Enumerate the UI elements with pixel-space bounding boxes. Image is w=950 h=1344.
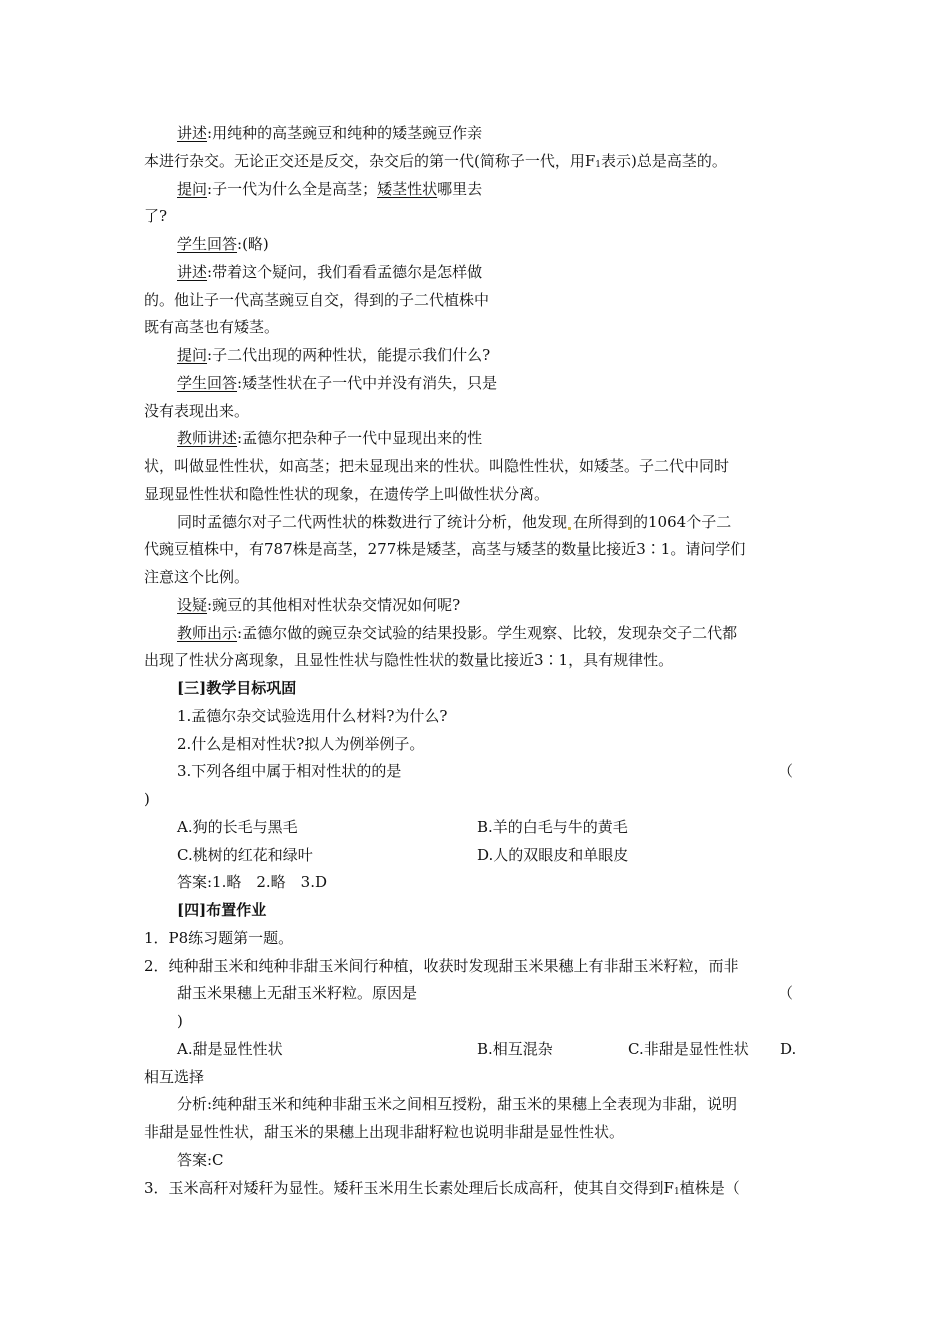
para-student-answer-2-line-1: 学生回答:矮茎性状在子一代中并没有消失，只是 <box>177 374 498 392</box>
answer-paren-open: （ <box>778 984 794 1002</box>
para-lecture-2-line-2: 的。他让子一代高茎豌豆自交，得到的子二代植株中 <box>144 291 490 309</box>
para-lecture-1-line-1: 讲述:用纯种的高茎豌豆和纯种的矮茎豌豆作亲 <box>177 124 483 142</box>
homework-2-line-2: 甜玉米果穗上无甜玉米籽粒。原因是 <box>177 984 418 1002</box>
para-student-answer-2-line-2: 没有表现出来。 <box>144 402 250 420</box>
label-lecture: 讲述 <box>177 263 208 281</box>
label-student-answer: 学生回答 <box>177 235 238 253</box>
label-student-answer: 学生回答 <box>177 374 238 392</box>
label-lecture: 讲述 <box>177 124 208 142</box>
section-heading-4: [四]布置作业 <box>177 901 267 919</box>
homework-1: 1．P8练习题第一题。 <box>144 929 294 947</box>
para-question-1-line-1: 提问:子一代为什么全是高茎；矮茎性状哪里去 <box>177 180 483 198</box>
stray-mark <box>568 527 571 530</box>
label-teacher-lecture: 教师讲述 <box>177 429 238 447</box>
exercise-q3: 3.下列各组中属于相对性状的的是 <box>177 762 402 780</box>
para-teacher-show-line-2: 出现了性状分离现象，且显性性状与隐性性状的数量比接近3∶1，具有规律性。 <box>144 651 674 669</box>
answer-paren-close: ) <box>177 1012 183 1030</box>
answer-paren-open: （ <box>778 762 794 780</box>
q3-option-d: D.人的双眼皮和单眼皮 <box>477 846 629 864</box>
hw2-option-d-text: 相互选择 <box>144 1068 205 1086</box>
label-question: 提问 <box>177 180 208 198</box>
exercise-q1: 1.孟德尔杂交试验选用什么材料?为什么? <box>177 707 448 725</box>
q3-option-c: C.桃树的红花和绿叶 <box>177 846 313 864</box>
q3-option-a: A.狗的长毛与黑毛 <box>177 818 298 836</box>
label-doubt: 设疑 <box>177 596 208 614</box>
exercise-q2: 2.什么是相对性状?拟人为例举例子。 <box>177 735 425 753</box>
underlined-term: 矮茎性状 <box>377 180 438 198</box>
para-statistics-line-2: 代豌豆植株中，有787株是高茎，277株是矮茎，高茎与矮茎的数量比接近3∶1。请问学们 <box>144 540 746 558</box>
para-student-answer-1: 学生回答:(略) <box>177 235 269 253</box>
label-question: 提问 <box>177 346 208 364</box>
answers-2: 答案:C <box>177 1151 224 1169</box>
label-teacher-show: 教师出示 <box>177 624 238 642</box>
para-statistics-line-3: 注意这个比例。 <box>144 568 250 586</box>
para-teacher-lecture-line-1: 教师讲述:孟德尔把杂种子一代中显现出来的性 <box>177 429 483 447</box>
para-statistics-line-1: 同时孟德尔对子二代两性状的株数进行了统计分析，他发现 在所得到的1064个子二 <box>177 513 732 531</box>
hw2-option-d-prefix: D. <box>780 1040 797 1058</box>
para-teacher-lecture-line-2: 状，叫做显性性状，如高茎；把未显现出来的性状。叫隐性性状，如矮茎。子二代中同时 <box>144 457 730 475</box>
hw2-option-a: A.甜是显性性状 <box>177 1040 283 1058</box>
homework-3-line-1: 3．玉米高秆对矮秆为显性。矮秆玉米用生长素处理后长成高秆，使其自交得到$F_1$植株是（ <box>144 1179 740 1197</box>
para-lecture-2-line-1: 讲述:带着这个疑问，我们看看孟德尔是怎样做 <box>177 263 483 281</box>
para-teacher-show-line-1: 教师出示:孟德尔做的豌豆杂交试验的结果投影。学生观察、比较，发现杂交子二代都 <box>177 624 738 642</box>
para-question-2: 提问:子二代出现的两种性状，能提示我们什么? <box>177 346 491 364</box>
analysis-line-2: 非甜是显性性状，甜玉米的果穗上出现非甜籽粒也说明非甜是显性性状。 <box>144 1123 625 1141</box>
answers-1: 答案:1.略 2.略 3.D <box>177 873 328 891</box>
analysis-line-1: 分析:纯种甜玉米和纯种非甜玉米之间相互授粉，甜玉米的果穗上全表现为非甜，说明 <box>177 1095 738 1113</box>
section-heading-3: [三]教学目标巩固 <box>177 679 297 697</box>
para-doubt: 设疑:豌豆的其他相对性状杂交情况如何呢? <box>177 596 461 614</box>
homework-2-line-1: 2．纯种甜玉米和纯种非甜玉米间行种植，收获时发现甜玉米果穗上有非甜玉米籽粒，而非 <box>144 957 739 975</box>
para-lecture-2-line-3: 既有高茎也有矮茎。 <box>144 318 280 336</box>
para-teacher-lecture-line-3: 显现显性性状和隐性性状的现象，在遗传学上叫做性状分离。 <box>144 485 550 503</box>
answer-paren-close: ) <box>144 790 150 808</box>
para-question-1-line-2: 了? <box>144 207 168 225</box>
q3-option-b: B.羊的白毛与牛的黄毛 <box>477 818 628 836</box>
hw2-option-c: C.非甜是显性性状 <box>628 1040 749 1058</box>
hw2-option-b: B.相互混杂 <box>477 1040 553 1058</box>
para-lecture-1-line-2: 本进行杂交。无论正交还是反交，杂交后的第一代(简称子一代，用$F_1$表示)总是高茎的。 <box>144 152 727 170</box>
